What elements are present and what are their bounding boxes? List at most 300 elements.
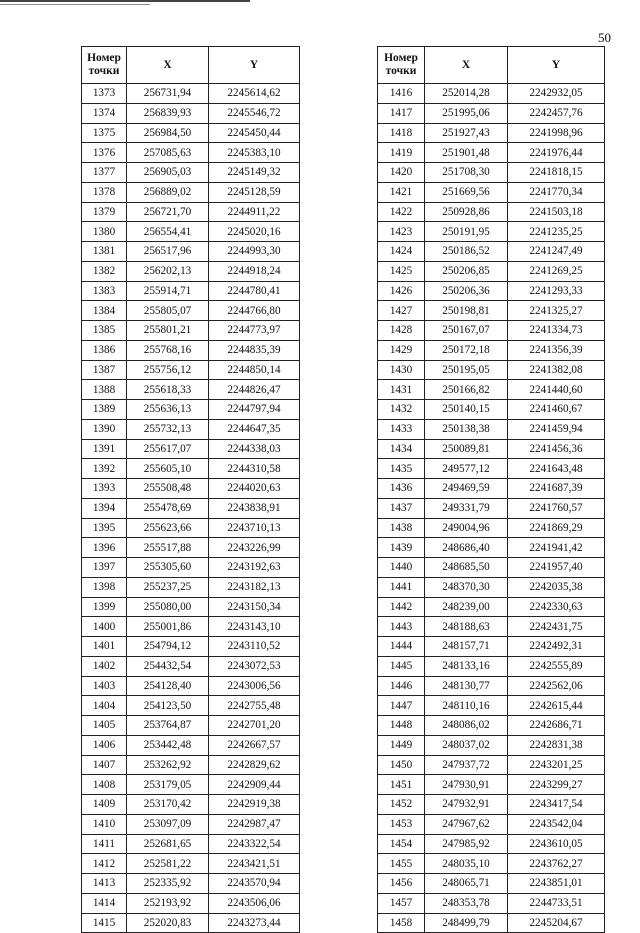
coordinates-table-left: [81, 46, 300, 933]
point-number-cell: 1427: [378, 301, 425, 321]
point-number-cell: 1455: [378, 854, 425, 874]
x-coordinate-cell: 248353,78: [425, 893, 508, 913]
table-row: [378, 143, 605, 163]
x-coordinate-cell: 252193,92: [127, 893, 209, 913]
y-coordinate-cell: 2243110,52: [209, 637, 300, 657]
x-coordinate-cell: 255801,21: [127, 321, 209, 341]
y-coordinate-cell: 2244338,03: [209, 439, 300, 459]
x-coordinate-cell: 250198,81: [425, 301, 508, 321]
y-coordinate-cell: 2242615,44: [508, 696, 605, 716]
point-number-cell: 1436: [378, 479, 425, 499]
point-number-cell: 1388: [82, 380, 127, 400]
table-row: [378, 755, 605, 775]
y-coordinate-cell: 2241247,49: [508, 242, 605, 262]
point-number-cell: 1394: [82, 498, 127, 518]
header-point-number: Номер точки: [378, 47, 425, 84]
x-coordinate-cell: 253097,09: [127, 814, 209, 834]
point-number-cell: 1418: [378, 123, 425, 143]
table-row: [82, 913, 300, 933]
x-coordinate-cell: 248157,71: [425, 637, 508, 657]
table-row: [378, 321, 605, 341]
table-row: [82, 380, 300, 400]
point-number-cell: 1392: [82, 459, 127, 479]
y-coordinate-cell: 2245020,16: [209, 222, 300, 242]
y-coordinate-cell: 2244020,63: [209, 479, 300, 499]
y-coordinate-cell: 2241460,67: [508, 400, 605, 420]
x-coordinate-cell: 256202,13: [127, 261, 209, 281]
table-row: [378, 617, 605, 637]
y-coordinate-cell: 2244911,22: [209, 202, 300, 222]
y-coordinate-cell: 2244647,35: [209, 419, 300, 439]
y-coordinate-cell: 2241818,15: [508, 163, 605, 183]
point-number-cell: 1415: [82, 913, 127, 933]
point-number-cell: 1376: [82, 143, 127, 163]
table-row: [82, 202, 300, 222]
y-coordinate-cell: 2244766,80: [209, 301, 300, 321]
table-row: [378, 301, 605, 321]
y-coordinate-cell: 2243838,91: [209, 498, 300, 518]
table-row: [378, 498, 605, 518]
point-number-cell: 1449: [378, 735, 425, 755]
table-row: [82, 795, 300, 815]
table-row: [378, 123, 605, 143]
x-coordinate-cell: 248686,40: [425, 538, 508, 558]
x-coordinate-cell: 249331,79: [425, 498, 508, 518]
x-coordinate-cell: 252681,65: [127, 834, 209, 854]
x-coordinate-cell: 255756,12: [127, 360, 209, 380]
point-number-cell: 1382: [82, 261, 127, 281]
y-coordinate-cell: 2245383,10: [209, 143, 300, 163]
point-number-cell: 1450: [378, 755, 425, 775]
table-row: [82, 301, 300, 321]
x-coordinate-cell: 255768,16: [127, 340, 209, 360]
y-coordinate-cell: 2243201,25: [508, 755, 605, 775]
point-number-cell: 1423: [378, 222, 425, 242]
x-coordinate-cell: 254794,12: [127, 637, 209, 657]
x-coordinate-cell: 251927,43: [425, 123, 508, 143]
table-row: [82, 242, 300, 262]
point-number-cell: 1430: [378, 360, 425, 380]
point-number-cell: 1413: [82, 874, 127, 894]
x-coordinate-cell: 251708,30: [425, 163, 508, 183]
x-coordinate-cell: 250191,95: [425, 222, 508, 242]
point-number-cell: 1416: [378, 84, 425, 104]
point-number-cell: 1396: [82, 538, 127, 558]
point-number-cell: 1431: [378, 380, 425, 400]
y-coordinate-cell: 2244797,94: [209, 400, 300, 420]
table-row: [82, 419, 300, 439]
table-row: [378, 637, 605, 657]
table-row: [378, 538, 605, 558]
x-coordinate-cell: 249004,96: [425, 518, 508, 538]
x-coordinate-cell: 257085,63: [127, 143, 209, 163]
point-number-cell: 1440: [378, 558, 425, 578]
x-coordinate-cell: 252581,22: [127, 854, 209, 874]
table-row: [82, 597, 300, 617]
point-number-cell: 1422: [378, 202, 425, 222]
point-number-cell: 1408: [82, 775, 127, 795]
x-coordinate-cell: 255636,13: [127, 400, 209, 420]
table-row: [82, 84, 300, 104]
y-coordinate-cell: 2243226,99: [209, 538, 300, 558]
x-coordinate-cell: 250167,07: [425, 321, 508, 341]
y-coordinate-cell: 2243417,54: [508, 795, 605, 815]
y-coordinate-cell: 2243322,54: [209, 834, 300, 854]
point-number-cell: 1399: [82, 597, 127, 617]
y-coordinate-cell: 2241770,34: [508, 182, 605, 202]
y-coordinate-cell: 2244993,30: [209, 242, 300, 262]
table-row: [378, 577, 605, 597]
y-coordinate-cell: 2243762,27: [508, 854, 605, 874]
point-number-cell: 1401: [82, 637, 127, 657]
table-row: [378, 874, 605, 894]
point-number-cell: 1397: [82, 558, 127, 578]
y-coordinate-cell: 2243710,13: [209, 518, 300, 538]
table-row: [378, 795, 605, 815]
x-coordinate-cell: 255508,48: [127, 479, 209, 499]
y-coordinate-cell: 2242829,62: [209, 755, 300, 775]
table-row: [82, 676, 300, 696]
table-row: [378, 735, 605, 755]
table-row: [82, 854, 300, 874]
header-y: Y: [209, 47, 300, 84]
point-number-cell: 1391: [82, 439, 127, 459]
x-coordinate-cell: 248130,77: [425, 676, 508, 696]
x-coordinate-cell: 251669,56: [425, 182, 508, 202]
x-coordinate-cell: 253179,05: [127, 775, 209, 795]
table-row: [378, 479, 605, 499]
x-coordinate-cell: 255732,13: [127, 419, 209, 439]
point-number-cell: 1409: [82, 795, 127, 815]
x-coordinate-cell: 251901,48: [425, 143, 508, 163]
table-row: [378, 182, 605, 202]
point-number-cell: 1444: [378, 637, 425, 657]
y-coordinate-cell: 2244310,58: [209, 459, 300, 479]
x-coordinate-cell: 247985,92: [425, 834, 508, 854]
table-row: [378, 439, 605, 459]
point-number-cell: 1395: [82, 518, 127, 538]
x-coordinate-cell: 248239,00: [425, 597, 508, 617]
x-coordinate-cell: 248188,63: [425, 617, 508, 637]
point-number-cell: 1414: [82, 893, 127, 913]
point-number-cell: 1452: [378, 795, 425, 815]
y-coordinate-cell: 2244918,24: [209, 261, 300, 281]
table-row: [82, 735, 300, 755]
x-coordinate-cell: 255618,33: [127, 380, 209, 400]
y-coordinate-cell: 2243610,05: [508, 834, 605, 854]
point-number-cell: 1439: [378, 538, 425, 558]
table-row: [82, 558, 300, 578]
table-row: [82, 222, 300, 242]
x-coordinate-cell: 256721,70: [127, 202, 209, 222]
y-coordinate-cell: 2243192,63: [209, 558, 300, 578]
y-coordinate-cell: 2243143,10: [209, 617, 300, 637]
table-row: [82, 874, 300, 894]
y-coordinate-cell: 2242932,05: [508, 84, 605, 104]
x-coordinate-cell: 250138,38: [425, 419, 508, 439]
y-coordinate-cell: 2242035,38: [508, 577, 605, 597]
y-coordinate-cell: 2242987,47: [209, 814, 300, 834]
x-coordinate-cell: 255517,88: [127, 538, 209, 558]
y-coordinate-cell: 2241957,40: [508, 558, 605, 578]
x-coordinate-cell: 247967,62: [425, 814, 508, 834]
table-row: [378, 163, 605, 183]
y-coordinate-cell: 2241503,18: [508, 202, 605, 222]
y-coordinate-cell: 2241869,29: [508, 518, 605, 538]
x-coordinate-cell: 250928,86: [425, 202, 508, 222]
x-coordinate-cell: 255617,07: [127, 439, 209, 459]
table-row: [82, 775, 300, 795]
header-y: Y: [508, 47, 605, 84]
x-coordinate-cell: 254123,50: [127, 696, 209, 716]
x-coordinate-cell: 250195,05: [425, 360, 508, 380]
x-coordinate-cell: 255080,00: [127, 597, 209, 617]
y-coordinate-cell: 2243150,34: [209, 597, 300, 617]
table-row: [378, 202, 605, 222]
y-coordinate-cell: 2243421,51: [209, 854, 300, 874]
point-number-cell: 1447: [378, 696, 425, 716]
x-coordinate-cell: 249577,12: [425, 459, 508, 479]
y-coordinate-cell: 2243182,13: [209, 577, 300, 597]
x-coordinate-cell: 250206,36: [425, 281, 508, 301]
point-number-cell: 1454: [378, 834, 425, 854]
y-coordinate-cell: 2244850,14: [209, 360, 300, 380]
x-coordinate-cell: 256889,02: [127, 182, 209, 202]
x-coordinate-cell: 247937,72: [425, 755, 508, 775]
table-row: [82, 143, 300, 163]
table-row: [82, 617, 300, 637]
y-coordinate-cell: 2241440,60: [508, 380, 605, 400]
point-number-cell: 1429: [378, 340, 425, 360]
x-coordinate-cell: 253442,48: [127, 735, 209, 755]
point-number-cell: 1442: [378, 597, 425, 617]
y-coordinate-cell: 2245204,67: [508, 913, 605, 933]
point-number-cell: 1458: [378, 913, 425, 933]
y-coordinate-cell: 2241325,27: [508, 301, 605, 321]
table-row: [378, 242, 605, 262]
point-number-cell: 1435: [378, 459, 425, 479]
table-row: [82, 182, 300, 202]
point-number-cell: 1441: [378, 577, 425, 597]
table-row: [82, 400, 300, 420]
point-number-cell: 1453: [378, 814, 425, 834]
point-number-cell: 1378: [82, 182, 127, 202]
point-number-cell: 1375: [82, 123, 127, 143]
table-row: [378, 854, 605, 874]
table-row: [378, 814, 605, 834]
point-number-cell: 1380: [82, 222, 127, 242]
point-number-cell: 1412: [82, 854, 127, 874]
table-row: [82, 716, 300, 736]
point-number-cell: 1407: [82, 755, 127, 775]
y-coordinate-cell: 2245149,32: [209, 163, 300, 183]
x-coordinate-cell: 256839,93: [127, 103, 209, 123]
y-coordinate-cell: 2244780,41: [209, 281, 300, 301]
point-number-cell: 1377: [82, 163, 127, 183]
x-coordinate-cell: 254432,54: [127, 656, 209, 676]
x-coordinate-cell: 248110,16: [425, 696, 508, 716]
x-coordinate-cell: 250172,18: [425, 340, 508, 360]
table-row: [82, 755, 300, 775]
x-coordinate-cell: 248370,30: [425, 577, 508, 597]
point-number-cell: 1417: [378, 103, 425, 123]
y-coordinate-cell: 2243851,01: [508, 874, 605, 894]
point-number-cell: 1451: [378, 775, 425, 795]
y-coordinate-cell: 2242909,44: [209, 775, 300, 795]
point-number-cell: 1400: [82, 617, 127, 637]
table-row: [378, 716, 605, 736]
point-number-cell: 1428: [378, 321, 425, 341]
point-number-cell: 1425: [378, 261, 425, 281]
x-coordinate-cell: 253262,92: [127, 755, 209, 775]
table-row: [82, 281, 300, 301]
point-number-cell: 1457: [378, 893, 425, 913]
y-coordinate-cell: 2242330,63: [508, 597, 605, 617]
y-coordinate-cell: 2242562,06: [508, 676, 605, 696]
x-coordinate-cell: 249469,59: [425, 479, 508, 499]
x-coordinate-cell: 256905,03: [127, 163, 209, 183]
x-coordinate-cell: 250140,15: [425, 400, 508, 420]
y-coordinate-cell: 2245614,62: [209, 84, 300, 104]
x-coordinate-cell: 248035,10: [425, 854, 508, 874]
y-coordinate-cell: 2242919,38: [209, 795, 300, 815]
table-header-row: [82, 47, 300, 84]
point-number-cell: 1426: [378, 281, 425, 301]
point-number-cell: 1434: [378, 439, 425, 459]
point-number-cell: 1437: [378, 498, 425, 518]
table-row: [378, 340, 605, 360]
y-coordinate-cell: 2243072,53: [209, 656, 300, 676]
x-coordinate-cell: 248685,50: [425, 558, 508, 578]
x-coordinate-cell: 250186,52: [425, 242, 508, 262]
table-row: [378, 558, 605, 578]
header-x: X: [127, 47, 209, 84]
point-number-cell: 1432: [378, 400, 425, 420]
table-row: [378, 913, 605, 933]
x-coordinate-cell: 255914,71: [127, 281, 209, 301]
table-row: [82, 103, 300, 123]
point-number-cell: 1390: [82, 419, 127, 439]
y-coordinate-cell: 2243273,44: [209, 913, 300, 933]
point-number-cell: 1420: [378, 163, 425, 183]
point-number-cell: 1373: [82, 84, 127, 104]
table-row: [378, 834, 605, 854]
y-coordinate-cell: 2244773,97: [209, 321, 300, 341]
table-row: [82, 261, 300, 281]
point-number-cell: 1383: [82, 281, 127, 301]
y-coordinate-cell: 2245450,44: [209, 123, 300, 143]
table-row: [82, 834, 300, 854]
point-number-cell: 1385: [82, 321, 127, 341]
table-row: [378, 459, 605, 479]
point-number-cell: 1374: [82, 103, 127, 123]
table-row: [378, 281, 605, 301]
point-number-cell: 1421: [378, 182, 425, 202]
y-coordinate-cell: 2242701,20: [209, 716, 300, 736]
table-row: [82, 814, 300, 834]
table-row: [82, 123, 300, 143]
table-row: [82, 439, 300, 459]
point-number-cell: 1443: [378, 617, 425, 637]
table-row: [82, 321, 300, 341]
point-number-cell: 1424: [378, 242, 425, 262]
point-number-cell: 1387: [82, 360, 127, 380]
x-coordinate-cell: 247932,91: [425, 795, 508, 815]
point-number-cell: 1379: [82, 202, 127, 222]
table-row: [82, 163, 300, 183]
y-coordinate-cell: 2242667,57: [209, 735, 300, 755]
y-coordinate-cell: 2242492,31: [508, 637, 605, 657]
point-number-cell: 1403: [82, 676, 127, 696]
x-coordinate-cell: 248133,16: [425, 656, 508, 676]
x-coordinate-cell: 247930,91: [425, 775, 508, 795]
y-coordinate-cell: 2244835,39: [209, 340, 300, 360]
top-scan-line: [0, 0, 250, 2]
y-coordinate-cell: 2241687,39: [508, 479, 605, 499]
table-row: [82, 340, 300, 360]
table-row: [378, 597, 605, 617]
table-row: [82, 479, 300, 499]
y-coordinate-cell: 2242555,89: [508, 656, 605, 676]
y-coordinate-cell: 2243299,27: [508, 775, 605, 795]
y-coordinate-cell: 2244826,47: [209, 380, 300, 400]
table-row: [378, 380, 605, 400]
y-coordinate-cell: 2242431,75: [508, 617, 605, 637]
y-coordinate-cell: 2243570,94: [209, 874, 300, 894]
y-coordinate-cell: 2242831,38: [508, 735, 605, 755]
x-coordinate-cell: 248499,79: [425, 913, 508, 933]
y-coordinate-cell: 2242457,76: [508, 103, 605, 123]
y-coordinate-cell: 2241760,57: [508, 498, 605, 518]
y-coordinate-cell: 2241459,94: [508, 419, 605, 439]
y-coordinate-cell: 2243506,06: [209, 893, 300, 913]
y-coordinate-cell: 2241998,96: [508, 123, 605, 143]
table-row: [378, 222, 605, 242]
x-coordinate-cell: 252020,83: [127, 913, 209, 933]
y-coordinate-cell: 2241356,39: [508, 340, 605, 360]
x-coordinate-cell: 256554,41: [127, 222, 209, 242]
table-row: [378, 696, 605, 716]
y-coordinate-cell: 2242755,48: [209, 696, 300, 716]
x-coordinate-cell: 248065,71: [425, 874, 508, 894]
y-coordinate-cell: 2241643,48: [508, 459, 605, 479]
y-coordinate-cell: 2243542,04: [508, 814, 605, 834]
table-row: [82, 459, 300, 479]
page-number: 50: [598, 30, 611, 45]
x-coordinate-cell: 252335,92: [127, 874, 209, 894]
x-coordinate-cell: 256984,50: [127, 123, 209, 143]
table-row: [378, 656, 605, 676]
y-coordinate-cell: 2241269,25: [508, 261, 605, 281]
point-number-cell: 1411: [82, 834, 127, 854]
table-row: [82, 498, 300, 518]
point-number-cell: 1393: [82, 479, 127, 499]
y-coordinate-cell: 2241976,44: [508, 143, 605, 163]
point-number-cell: 1406: [82, 735, 127, 755]
x-coordinate-cell: 255305,60: [127, 558, 209, 578]
x-coordinate-cell: 250089,81: [425, 439, 508, 459]
table-row: [378, 893, 605, 913]
point-number-cell: 1381: [82, 242, 127, 262]
y-coordinate-cell: 2241456,36: [508, 439, 605, 459]
x-coordinate-cell: 253764,87: [127, 716, 209, 736]
x-coordinate-cell: 255805,07: [127, 301, 209, 321]
point-number-cell: 1419: [378, 143, 425, 163]
point-number-cell: 1404: [82, 696, 127, 716]
x-coordinate-cell: 250166,82: [425, 380, 508, 400]
table-row: [378, 518, 605, 538]
x-coordinate-cell: 253170,42: [127, 795, 209, 815]
